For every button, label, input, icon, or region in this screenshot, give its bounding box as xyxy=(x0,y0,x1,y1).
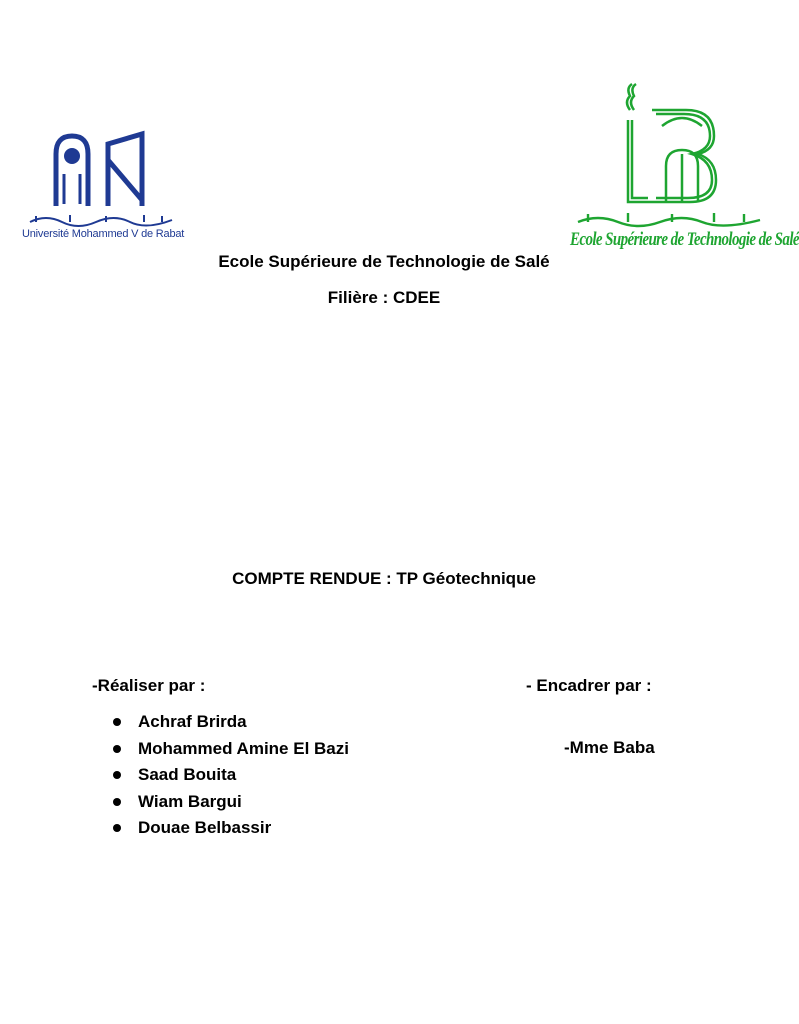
list-item xyxy=(113,789,349,816)
student-name: Wiam Bargui xyxy=(138,791,242,811)
report-title: COMPTE RENDUE : TP Géotechnique xyxy=(232,569,536,588)
supervision-label: - Encadrer par : xyxy=(526,676,652,695)
bullet-icon xyxy=(113,771,121,779)
supervisor-name: -Mme Baba xyxy=(564,738,655,757)
list-item xyxy=(113,762,349,789)
bullet-icon xyxy=(113,798,121,806)
list-item xyxy=(113,709,349,736)
bullet-icon xyxy=(113,824,121,832)
university-emblem-icon xyxy=(52,130,148,208)
list-item xyxy=(113,815,349,842)
student-name: Saad Bouita xyxy=(138,765,237,784)
school-arabic-caption xyxy=(574,210,764,226)
authors-label: -Réaliser par : xyxy=(92,676,206,695)
school-logo-caption: Ecole Supérieure de Technologie de Salé xyxy=(570,230,799,250)
filiere-label: Filière : CDEE xyxy=(327,288,441,307)
student-name: Achraf Brirda xyxy=(138,712,247,731)
students-list xyxy=(113,709,349,842)
list-item xyxy=(113,736,349,763)
school-title: Ecole Supérieure de Technologie de Salé xyxy=(218,252,550,271)
university-name: Université Mohammed V de Rabat xyxy=(22,228,185,240)
bullet-icon xyxy=(113,718,121,726)
school-emblem-icon xyxy=(622,80,718,208)
school-logo xyxy=(570,80,799,256)
university-arabic-caption xyxy=(26,212,176,226)
university-logo xyxy=(22,130,185,245)
student-name: Mohammed Amine El Bazi xyxy=(138,738,349,758)
student-name: Douae Belbassir xyxy=(138,818,272,837)
bullet-icon xyxy=(113,745,121,753)
